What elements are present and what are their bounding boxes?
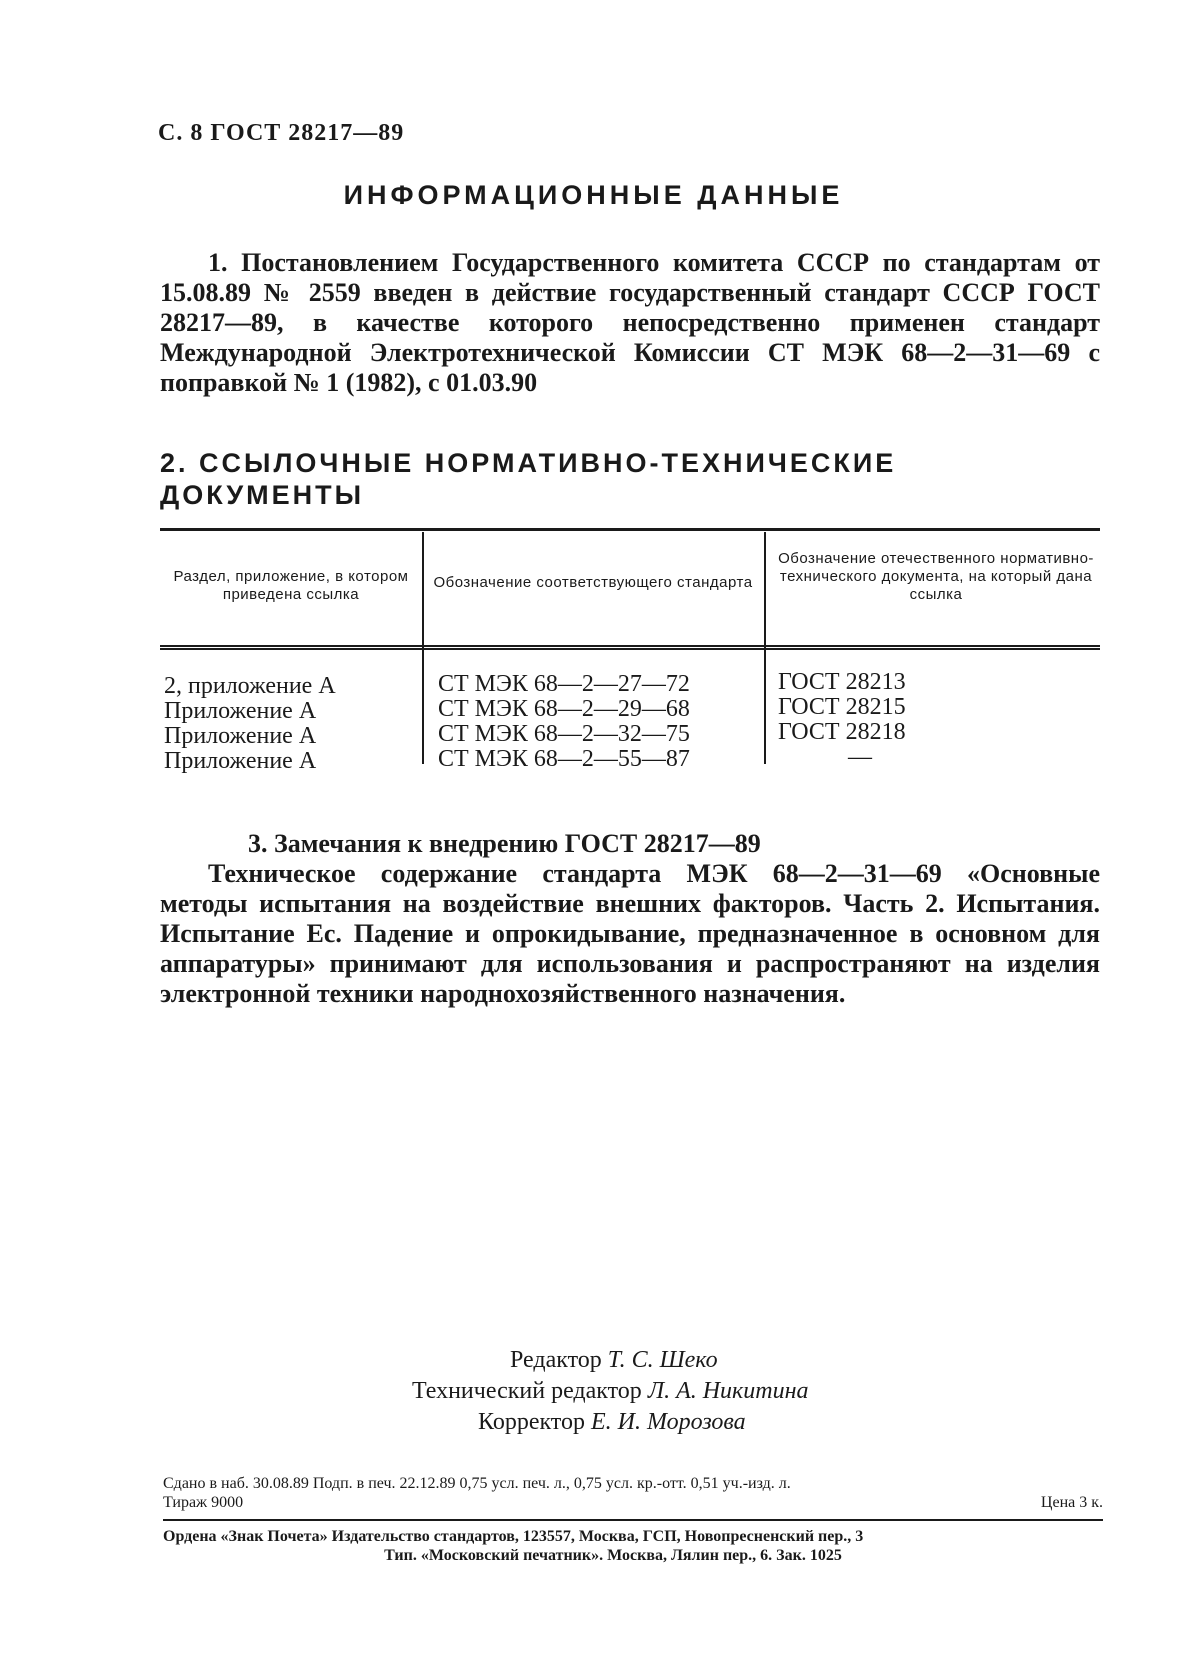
- section-2-title: 2. ССЫЛОЧНЫЕ НОРМАТИВНО-ТЕХНИЧЕСКИЕ ДОКУМЕНТЫ: [160, 448, 897, 510]
- table-cell: СТ МЭК 68—2—32—75: [438, 721, 690, 747]
- imprint-publisher-block: [163, 1527, 1103, 1565]
- imprint-publisher: Ордена «Знак Почета» Издательство стандартов, 123557, Москва, ГСП, Новопресненский пер., 3: [163, 1528, 864, 1545]
- table-header-domestic-document: Обозначение отечественного нормативно-технического документа, на который дана ссылка: [778, 550, 1094, 603]
- table-header-rule: [160, 645, 1100, 650]
- tech-editor-name: Л. А. Никитина: [647, 1378, 809, 1404]
- table-cell: СТ МЭК 68—2—29—68: [438, 696, 690, 722]
- table-cell: Приложение А: [164, 698, 317, 724]
- corrector-label: Корректор: [478, 1409, 585, 1435]
- table-cell: ГОСТ 28213: [778, 669, 906, 695]
- imprint-rule: [163, 1519, 1103, 1521]
- table-cell: Приложение А: [164, 748, 317, 774]
- table-cell: ГОСТ 28215: [778, 694, 906, 720]
- tech-editor-credit: [412, 1378, 809, 1405]
- document-title: ИНФОРМАЦИОННЫЕ ДАННЫЕ: [343, 180, 844, 210]
- imprint-printer: Тип. «Московский печатник». Москва, Лялин пер., 6. Зак. 1025: [384, 1547, 842, 1564]
- section-3-paragraph: [160, 829, 1100, 1009]
- section-1-text: 1. Постановлением Государственного комитета СССР по стандартам от 15.08.89 № 2559 введен в действие государственный стандарт СССР ГОСТ 28217—89, в качестве которого непосредственно применен стандарт Международной Электротехнической Комиссии СТ МЭК 68—2—31—69 с поправкой № 1 (1982), с 01.03.90: [160, 248, 1100, 397]
- imprint-price: Цена 3 к.: [1040, 1494, 1103, 1511]
- editor-credit: [510, 1347, 718, 1374]
- table-column-domestic-documents: [778, 670, 906, 770]
- table-header-section: Раздел, приложение, в котором приведена ссылка: [173, 568, 409, 603]
- table-cell: СТ МЭК 68—2—55—87: [438, 746, 690, 772]
- table-cell: —: [848, 744, 872, 770]
- imprint-tirazh: Тираж 9000: [163, 1494, 244, 1511]
- section-1-paragraph: [160, 248, 1100, 398]
- section-3-title: 3. Замечания к внедрению ГОСТ 28217—89: [248, 829, 761, 858]
- table-cell: 2, приложение А: [164, 673, 336, 699]
- editor-label: Редактор: [510, 1347, 602, 1373]
- table-cell: Приложение А: [164, 723, 317, 749]
- section-3-text: Техническое содержание стандарта МЭК 68—2—31—69 «Основные методы испытания на воздействие внешних факторов. Часть 2. Испытания. Испытание Ес. Падение и опрокидывание, предназначенное в основном для аппаратуры» принимают для использования и распространяют на изделия электронной техники народнохозяйственного назначения.: [160, 859, 1100, 1008]
- table-cell: ГОСТ 28218: [778, 719, 906, 745]
- table-header-intl-standard: Обозначение соответствующего стандарта: [433, 574, 753, 591]
- imprint-dates: Сдано в наб. 30.08.89 Подп. в печ. 22.12.89 0,75 усл. печ. л., 0,75 усл. кр.-отт. 0,51 уч.-изд. л.: [163, 1475, 791, 1492]
- table-cell: СТ МЭК 68—2—27—72: [438, 671, 690, 697]
- editor-name: Т. С. Шеко: [607, 1347, 718, 1373]
- corrector-credit: [478, 1409, 746, 1436]
- references-table: [160, 528, 1100, 798]
- tech-editor-label: Технический редактор: [412, 1378, 642, 1404]
- imprint-print-data: [163, 1474, 1103, 1512]
- table-top-rule: [160, 528, 1100, 531]
- page-header: С. 8 ГОСТ 28217—89: [158, 120, 405, 146]
- table-column-sections: [164, 674, 336, 774]
- corrector-name: Е. И. Морозова: [590, 1409, 746, 1435]
- table-column-intl-standards: [438, 672, 690, 772]
